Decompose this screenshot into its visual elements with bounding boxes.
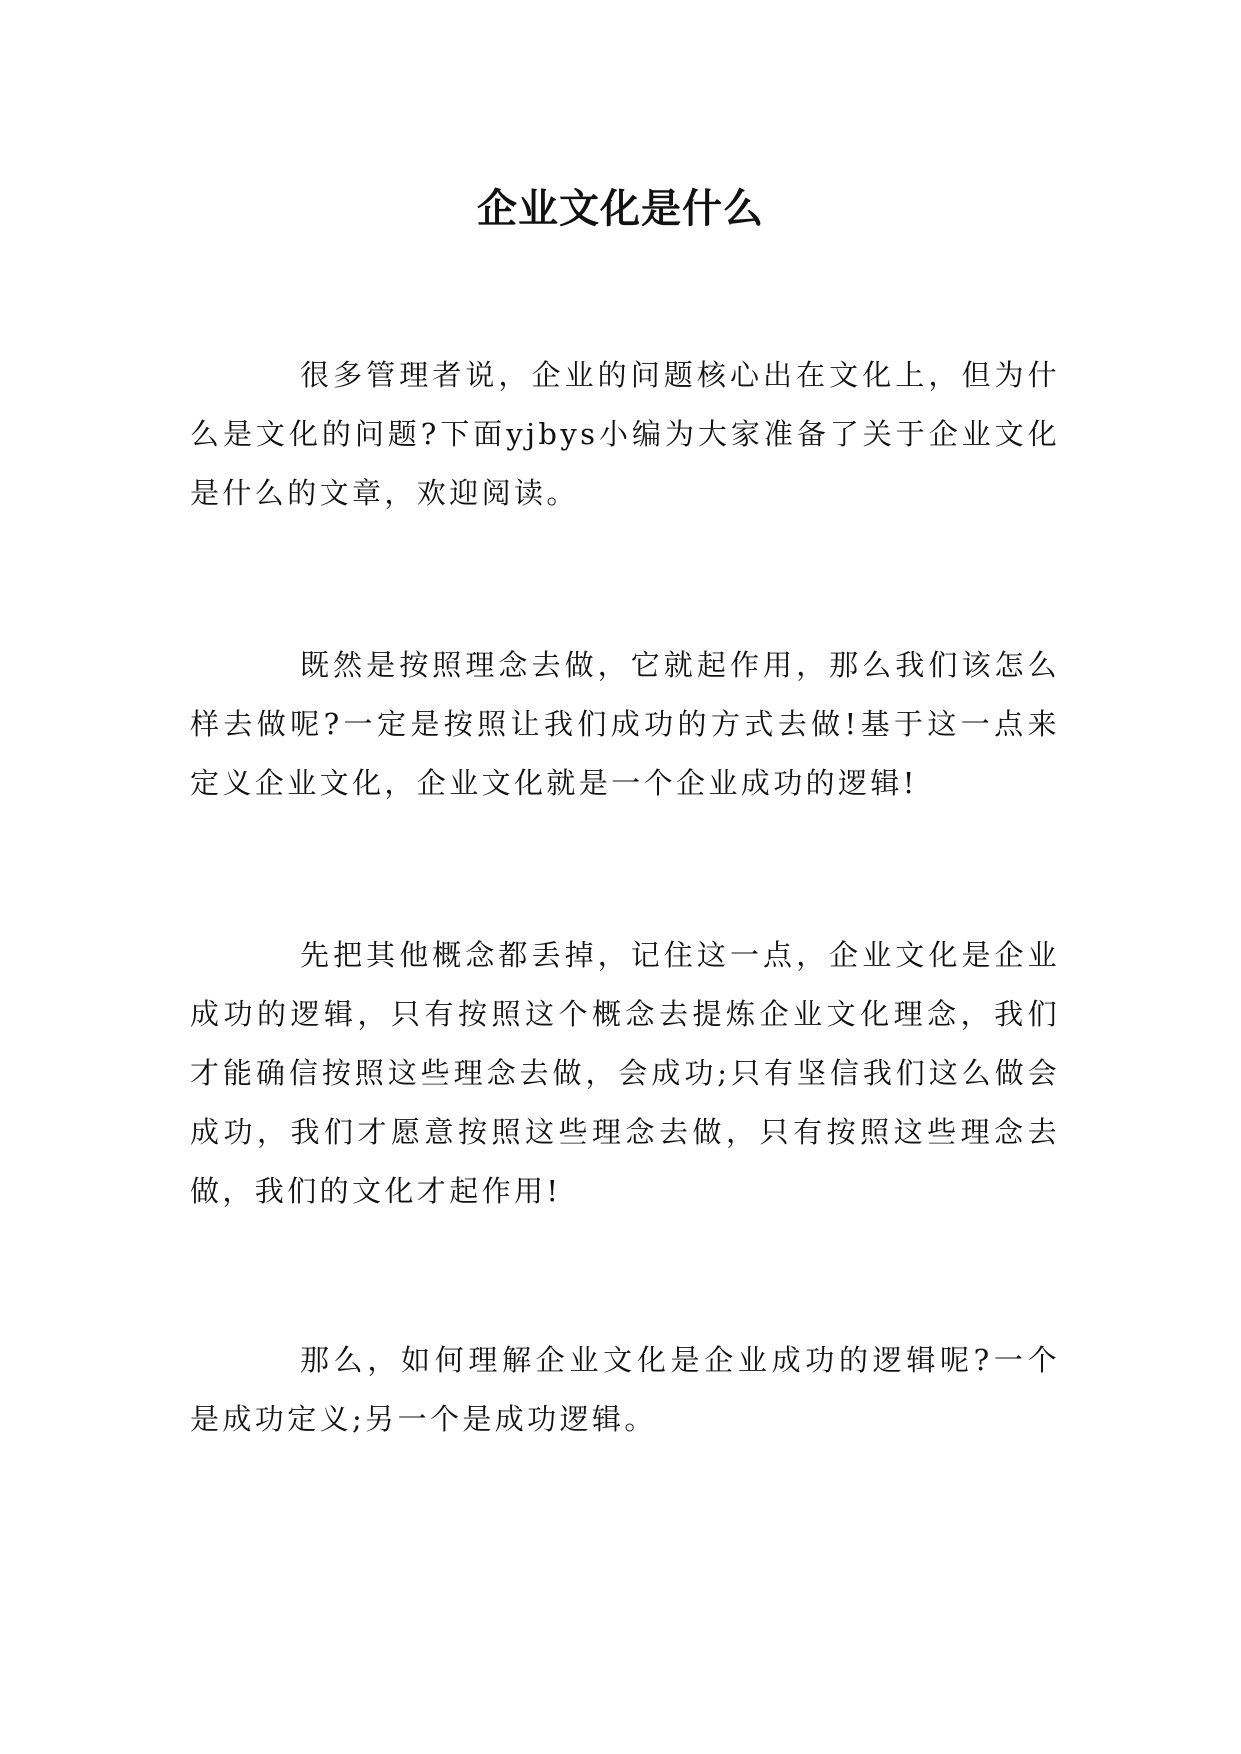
paragraph-definition: 既然是按照理念去做，它就起作用，那么我们该怎么样去做呢?一定是按照让我们成功的方式去做!基于这一点来定义企业文化，企业文化就是一个企业成功的逻辑! <box>190 648 1060 800</box>
paragraph-question: 那么，如何理解企业文化是企业成功的逻辑呢?一个是成功定义;另一个是成功逻辑。 <box>190 1343 1060 1436</box>
paragraph-intro: 很多管理者说，企业的问题核心出在文化上，但为什么是文化的问题?下面yjbys小编为大家准备了关于企业文化是什么的文章，欢迎阅读。 <box>190 358 1060 510</box>
paragraph-success-logic: 先把其他概念都丢掉，记住这一点，企业文化是企业成功的逻辑，只有按照这个概念去提炼企业文化理念，我们才能确信按照这些理念去做，会成功;只有坚信我们这么做会成功，我们才愿意按照这些理念去做，只有按照这些理念去做，我们的文化才起作用! <box>190 938 1060 1208</box>
document-title: 企业文化是什么 <box>477 185 764 232</box>
